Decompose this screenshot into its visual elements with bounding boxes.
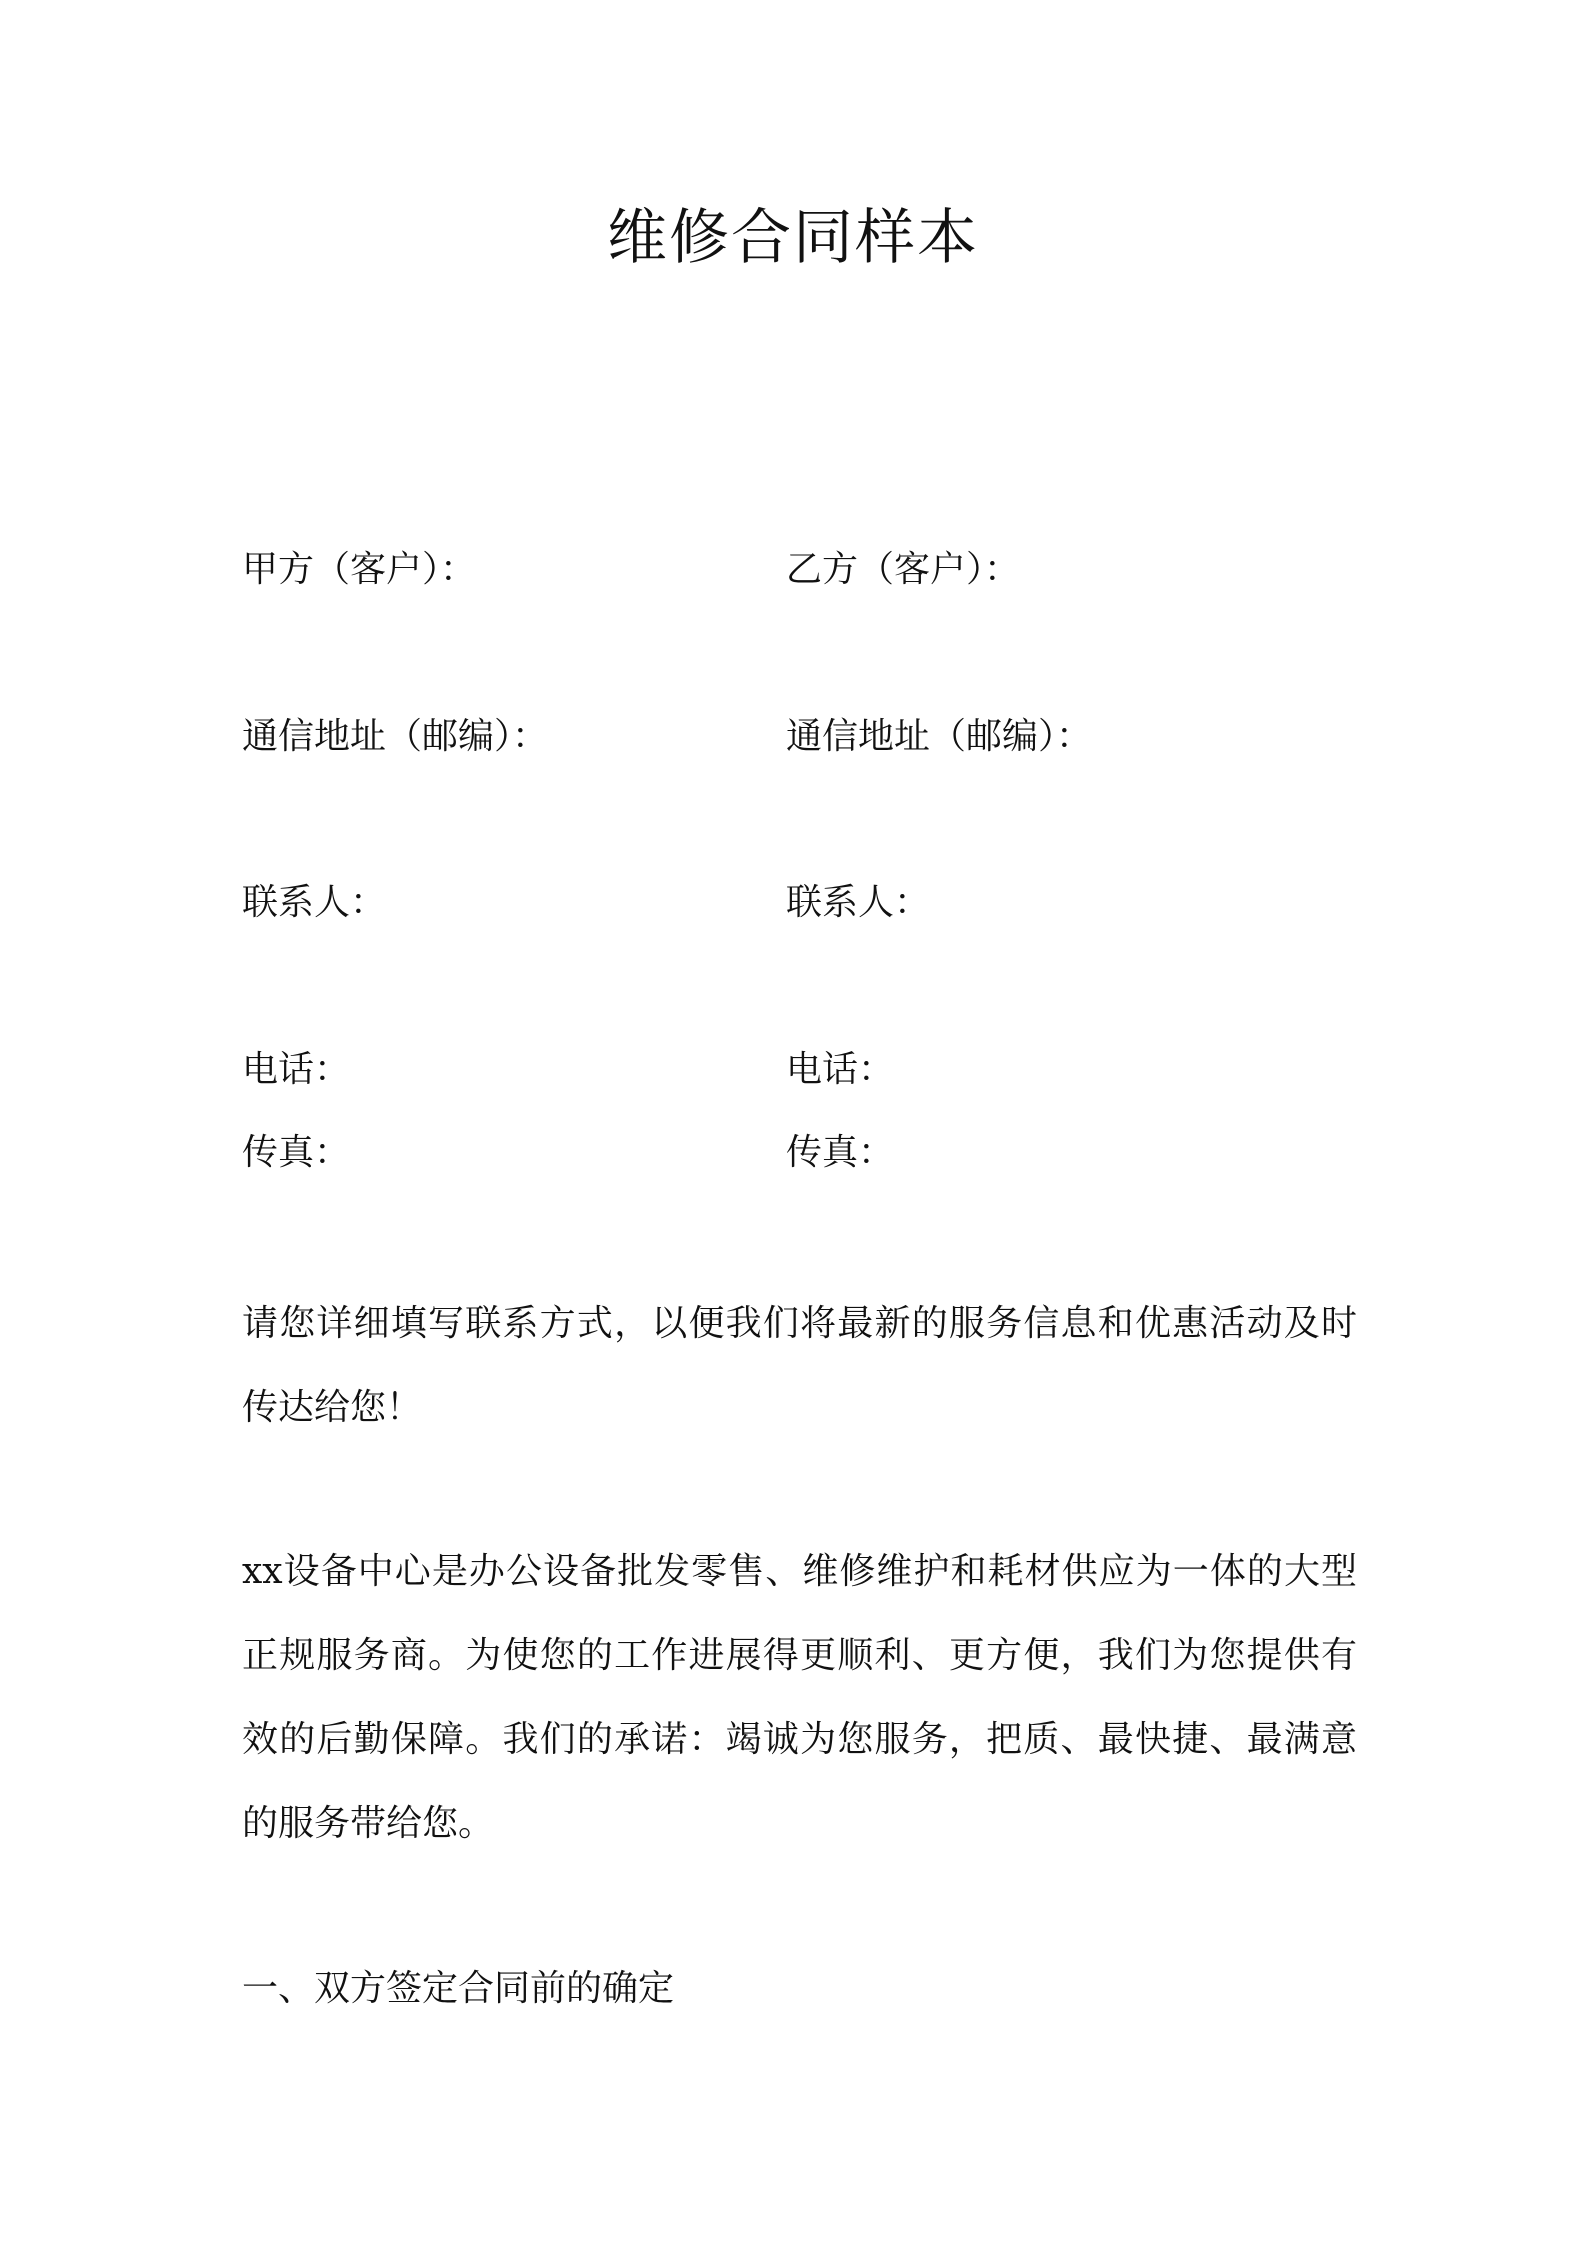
party-a-address-label: 通信地址（邮编）： — [242, 716, 549, 757]
document-title: 维修合同样本 — [607, 203, 979, 273]
party-a-name-label: 甲方（客户）： — [242, 549, 477, 590]
party-b-address-label: 通信地址（邮编）： — [786, 716, 1093, 757]
party-b-phone-label: 电话： — [786, 1049, 895, 1090]
party-b-name-label: 乙方（客户）： — [786, 549, 1021, 590]
party-a-contact-label: 联系人： — [242, 882, 387, 923]
party-b-contact-label: 联系人： — [786, 882, 931, 923]
company-intro-paragraph: xx设备中心是办公设备批发零售、维修维护和耗材供应为一体的大型正规服务商。为使您的工作进展得更顺利、更方便，我们为您提供有效的后勤保障。我们的承诺：竭诚为您服务，把质、最快捷、最满意的服务带给您。 — [242, 1551, 1357, 1844]
contact-notice-paragraph: 请您详细填写联系方式，以便我们将最新的服务信息和优惠活动及时传达给您！ — [242, 1303, 1357, 1428]
party-b-fax-label: 传真： — [786, 1132, 895, 1173]
party-a-phone-label: 电话： — [242, 1049, 351, 1090]
section-1-heading: 一、双方签定合同前的确定 — [242, 1968, 675, 2009]
party-a-fax-label: 传真： — [242, 1132, 351, 1173]
